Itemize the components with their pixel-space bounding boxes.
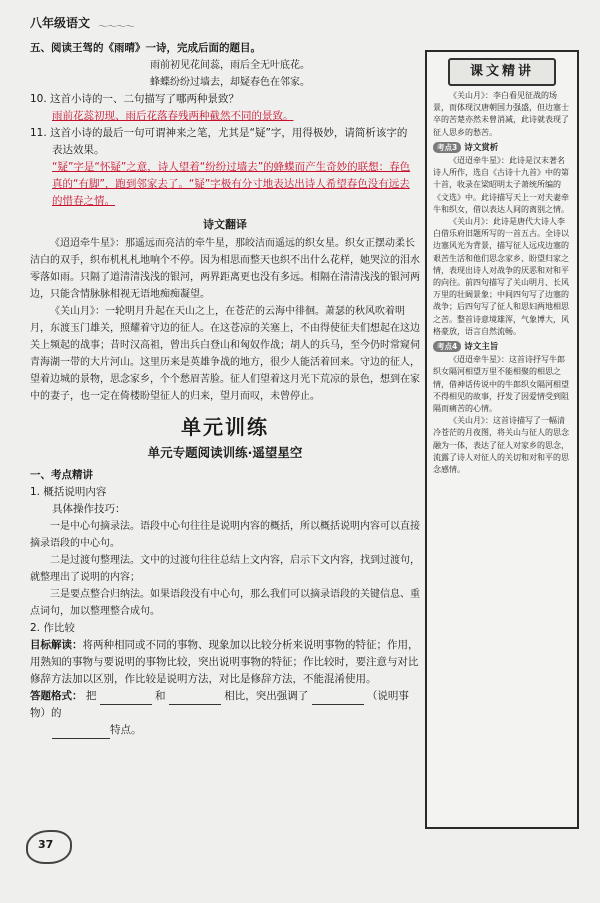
answer-format-part-5: 特点。	[110, 724, 142, 736]
tip-1: 一是中心句摘录法。语段中心句往往是说明内容的概括，所以概括说明内容可以直接摘录语段的中心句。	[30, 521, 420, 549]
sidebar-p3b: 《关山月》：此诗是唐代大诗人李白借乐府旧题所写的一首五古。全诗以边塞风光为背景，描写征人远戍边塞的艰苦生活和他们思念家乡、盼望归家之情，表现出诗人对战争的厌恶和对和平的向往。前四句描写了关山明月、长风万里的壮阔景象；中间四句写了边塞的战争；后四句写了征人和思妇两地相思之苦。整首诗意境雄浑，气象博大，风格豪放，语言自然流畅。	[433, 217, 569, 336]
tag-3: 考点3	[433, 142, 461, 153]
poem-line-1: 雨前初见花间蕊，雨后全无叶底花。	[150, 60, 310, 71]
translation-paragraph-1: 《迢迢牵牛星》：那遥远而亮洁的牵牛星，那皎洁而遥远的织女星。织女正摆动柔长洁白的双手，织布机札札地响个不停。因为相思而整天也织不出什么花样，她哭泣的泪水零落如雨。只隔了道清清浅浅的银河，两界距离更也没有多远。相隔在清清浅浅的银河两边，只能含情脉脉相视无语地痴痴凝望。	[30, 238, 420, 300]
goal-label: 目标解读：	[30, 639, 83, 651]
unit-subtitle: 单元专题阅读训练·遥望星空	[147, 445, 303, 460]
answer-format-part-4: （说明事物）的	[30, 690, 409, 719]
item-1: 1. 概括说明内容	[30, 486, 107, 498]
question-10: 10. 这首小诗的一、二句描写了哪两种景致？	[30, 93, 240, 105]
tag-4: 考点4	[433, 341, 461, 352]
blank-4[interactable]	[52, 727, 110, 739]
tag-4-label: 诗文主旨	[464, 342, 499, 353]
answer-10: 雨前花蕊初现、雨后花落春残两种截然不同的景致。	[52, 110, 294, 122]
section5-title: 五、阅读王驾的《雨晴》一诗，完成后面的题目。	[30, 42, 261, 54]
sidebar-p4a: 《迢迢牵牛星》：这首诗抒写牛郎织女隔河相望万里不能相聚的相思之情，借神话传说中的牛郎织女隔河相望不得相见的故事，抒发了因爱情受到阻隔而痛苦的心情。	[433, 355, 569, 414]
goal-text: 将两种相同或不同的事物、现象加以比较分析来说明事物的特征；作用，用熟知的事物与要说明的事物比较，突出说明事物的特征；作比较时，要注意与对比修辞方法加以区别，作比较是说明方法，对比是修辞方法，不能混淆使用。	[30, 639, 419, 685]
blank-1[interactable]	[100, 693, 152, 705]
sidebar-title: 课文精讲	[448, 58, 556, 86]
item-2: 2. 作比较	[30, 622, 75, 634]
answer-format-part-2: 和	[155, 690, 166, 702]
poem-line-2: 蜂蝶纷纷过墙去，却疑春色在邻家。	[150, 77, 310, 88]
grade-header: 八年级语文	[30, 16, 91, 30]
tip-3: 三是要点整合归纳法。如果语段没有中心句，那么我们可以摘录语段的关键信息、重点词句，加以整理整合成句。	[30, 589, 420, 617]
blank-3[interactable]	[312, 693, 364, 705]
tip-2: 二是过渡句整理法。文中的过渡句往往总结上文内容，启示下文内容，找到过渡句，就整理出了说明的内容；	[30, 555, 420, 583]
unit-title: 单元训练	[181, 415, 269, 439]
translation-paragraph-2: 《关山月》：一轮明月升起在天山之上，在苍茫的云海中徘徊。萧瑟的秋风吹着明月，东渡玉门雄关，照耀着守边的征人。在这苍凉的关塞上，不由得使征夫们想起在这边关上频起的战事；昔时汉高祖，曾出兵白登山和匈奴作战；胡人的兵马，至今仍时常窥伺青海湖一带的大片河山。这里历来是英雄争战的地方，很少人能活着回来。守边的征人，望着边城的景物，思念家乡，个个愁眉苦脸。征人们望着这月光下荒凉的景色，想到在家中的妻子，也一定在倚楼盼望征人的归来，望月而叹，未曾停止。	[30, 306, 420, 402]
sidebar-intro: 《关山月》：李白看见征战的场景，而体现汉唐朝国力强盛，但边塞士卒的苦楚亦然未曾消减，此诗就表现了征人思乡的愁苦。	[433, 91, 569, 137]
item-1-sub: 具体操作技巧：	[52, 503, 126, 515]
question-11-line1: 11. 这首小诗的最后一句可谓神来之笔，尤其是“疑”字，用得极妙，请简析该字的	[30, 127, 408, 139]
points-heading: 一、考点精讲	[30, 469, 93, 481]
answer-format-label: 答题格式：	[30, 690, 83, 702]
answer-11: “疑”字是“怀疑”之意，诗人望着“纷纷过墙去”的蜂蝶而产生奇妙的联想：春色真的“有脚”，跑到邻家去了。“疑”字极有分寸地表达出诗人希望春色没有远去的惜春之情。	[52, 161, 411, 207]
header-decoration: ～～～～	[98, 22, 134, 33]
tag-3-label: 诗文赏析	[464, 142, 499, 153]
sidebar-p4b: 《关山月》：这首诗描写了一幅清冷苍茫的月夜图，将关山与征人的思念融为一体，表达了征人对家乡的思念，流露了诗人对征人的关切和对和平的思念感情。	[433, 416, 569, 475]
sidebar-p3a: 《迢迢牵牛星》：此诗是汉末著名诗人所作，选自《古诗十九首》中的第十首，收录在梁昭明太子萧统所编的《文选》中。此诗描写天上一对夫妻牵牛和织女，借以表达人间的离别之情。	[433, 156, 569, 214]
answer-format-part-3: 相比，突出强调了	[224, 690, 309, 702]
answer-format-part-1: 把	[85, 690, 97, 702]
question-11-line2: 表达效果。	[52, 144, 105, 156]
page-number: 37	[38, 838, 54, 851]
main-column	[30, 40, 420, 739]
blank-2[interactable]	[169, 693, 221, 705]
translation-title: 诗文翻译	[203, 218, 247, 231]
sidebar-panel	[425, 50, 579, 829]
